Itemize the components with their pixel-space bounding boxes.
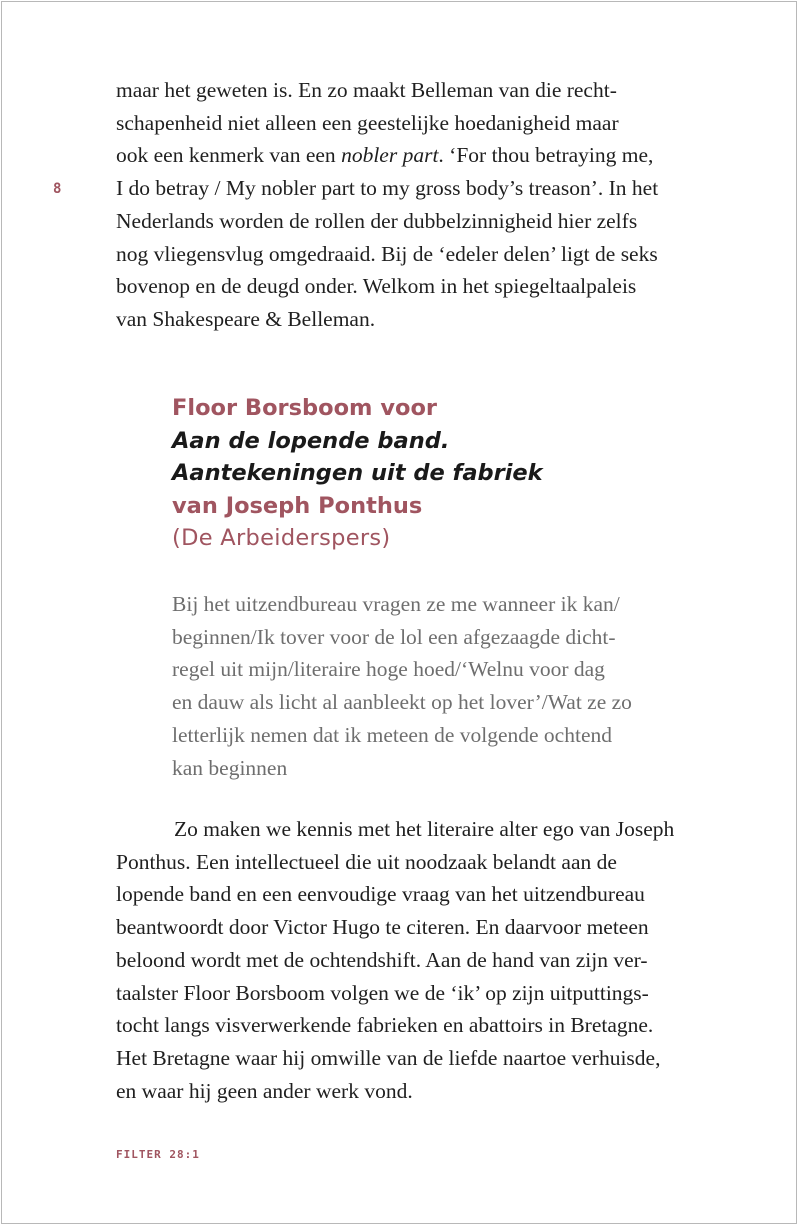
intro-paragraph [116, 74, 691, 336]
quote-line-5: letterlijk nemen dat ik meteen de volgende ochtend [172, 722, 612, 747]
review-heading-title-2: Aantekeningen uit de fabriek [172, 460, 543, 486]
review-heading-author: Floor Borsboom voor [172, 395, 438, 421]
journal-footer: FILTER 28:1 [116, 1148, 200, 1161]
intro-line-1: maar het geweten is. En zo maakt Belleman van die recht- [116, 78, 617, 102]
intro-line-2: schapenheid niet alleen een geestelijke hoedanigheid maar [116, 110, 619, 135]
poem-quote [172, 588, 672, 784]
review-line-9: en waar hij geen ander werk vond. [116, 1078, 413, 1103]
review-line-1: Zo maken we kennis met het literaire alter ego van Joseph [174, 817, 675, 841]
review-line-4: beantwoordt door Victor Hugo te citeren. En daarvoor meteen [116, 915, 649, 940]
quote-line-6: kan beginnen [172, 755, 288, 780]
intro-line-3 [116, 139, 691, 172]
intro-line-3-end: . ‘For thou betraying me, [438, 143, 654, 168]
quote-line-1: Bij het uitzendbureau vragen ze me wanneer ik kan/ [172, 592, 620, 616]
intro-line-6: nog vliegensvlug omgedraaid. Bij de ‘edeler delen’ ligt de seks [116, 241, 658, 266]
review-heading-book-author: van Joseph Ponthus [172, 492, 423, 519]
review-heading-publisher: (De Arbeiderspers) [172, 525, 391, 551]
intro-line-5: Nederlands worden de rollen der dubbelzinnigheid hier zelfs [116, 208, 638, 233]
intro-line-7: bovenop en de deugd onder. Welkom in het spiegeltaalpaleis [116, 274, 637, 299]
review-line-5: beloond wordt met de ochtendshift. Aan de hand van zijn ver- [116, 947, 648, 972]
intro-line-8: van Shakespeare & Belleman. [116, 306, 376, 331]
review-line-7: tocht langs visverwerkende fabrieken en abattoirs in Bretagne. [116, 1013, 654, 1038]
quote-line-3: regel uit mijn/literaire hoge hoed/‘Welnu voor dag [172, 657, 605, 682]
review-heading [172, 392, 543, 555]
review-paragraph [116, 813, 691, 1107]
page-number: 8 [53, 181, 62, 197]
intro-italic-phrase: nobler part [341, 143, 439, 168]
quote-line-2: beginnen/Ik tover voor de lol een afgezaagde dicht- [172, 624, 616, 649]
review-line-3: lopende band en een eenvoudige vraag van het uitzendbureau [116, 882, 645, 907]
intro-line-3-start: ook een kenmerk van een [116, 143, 342, 168]
intro-line-4: I do betray / My nobler part to my gross body’s treason’. In het [116, 176, 659, 201]
review-line-8: Het Bretagne waar hij omwille van de liefde naartoe verhuisde, [116, 1045, 661, 1070]
review-line-2: Ponthus. Een intellectueel die uit noodzaak belandt aan de [116, 849, 617, 874]
review-line-6: taalster Floor Borsboom volgen we de ‘ik’ op zijn uitputtings- [116, 980, 649, 1005]
quote-line-4: en dauw als licht al aanbleekt op het lover’/Wat ze zo [172, 690, 632, 715]
review-heading-title-1: Aan de lopende band. [172, 427, 450, 454]
